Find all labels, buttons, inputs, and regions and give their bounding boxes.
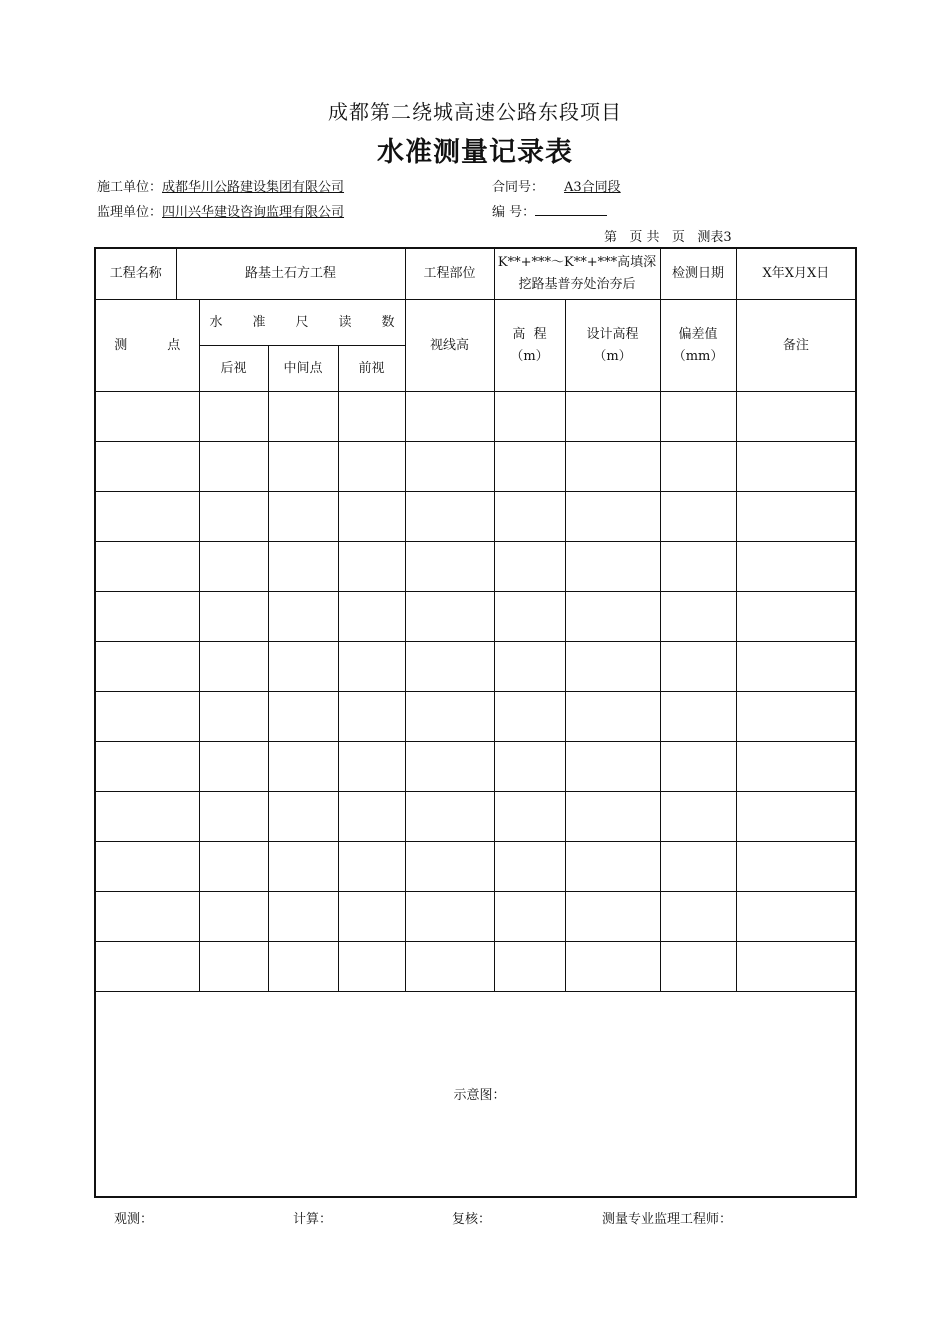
contractor-value: 成都华川公路建设集团有限公司 [162, 180, 345, 195]
table-cell[interactable] [268, 542, 338, 592]
sketch-area[interactable] [95, 992, 856, 1198]
table-cell[interactable] [565, 942, 660, 992]
table-cell[interactable] [494, 492, 565, 542]
table-cell[interactable] [565, 742, 660, 792]
table-cell[interactable] [736, 592, 856, 642]
col-hi-header: 视线高 [405, 300, 494, 392]
table-cell[interactable] [95, 642, 199, 692]
number-blank [535, 203, 607, 216]
calculator-signature: 计算： [293, 1212, 333, 1227]
sketch-label: 示意图： [453, 1088, 506, 1103]
table-cell[interactable] [660, 392, 736, 442]
table-cell[interactable] [268, 942, 338, 992]
table-cell[interactable] [338, 742, 405, 792]
table-cell[interactable] [199, 742, 268, 792]
table-cell[interactable] [338, 592, 405, 642]
col-reading-group-header: 水 准 尺 读 数 [199, 300, 405, 346]
table-cell[interactable] [268, 392, 338, 442]
table-cell[interactable] [494, 942, 565, 992]
table-cell[interactable] [338, 792, 405, 842]
col-point-header: 测 点 [95, 300, 199, 392]
table-cell[interactable] [338, 642, 405, 692]
table-cell[interactable] [199, 442, 268, 492]
table-cell[interactable] [736, 842, 856, 892]
table-cell[interactable] [268, 742, 338, 792]
table-row [95, 542, 856, 592]
table-cell[interactable] [660, 892, 736, 942]
table-cell[interactable] [199, 892, 268, 942]
table-row [95, 792, 856, 842]
table-cell[interactable] [565, 392, 660, 442]
table-cell[interactable] [565, 592, 660, 642]
location-label: 工程部位 [405, 248, 494, 300]
table-cell[interactable] [660, 692, 736, 742]
table-cell[interactable] [565, 842, 660, 892]
supervisor-value: 四川兴华建设咨询监理有限公司 [162, 205, 345, 220]
table-cell[interactable] [494, 792, 565, 842]
table-cell[interactable] [338, 442, 405, 492]
table-cell[interactable] [405, 392, 494, 442]
table-cell[interactable] [268, 492, 338, 542]
table-cell[interactable] [405, 542, 494, 592]
table-cell[interactable] [565, 642, 660, 692]
table-cell[interactable] [95, 892, 199, 942]
col-elevation-header: 高 程 （m） [494, 300, 565, 392]
col-backsight-header: 后视 [199, 346, 268, 392]
engineer-signature: 测量专业监理工程师： [602, 1212, 733, 1227]
table-cell[interactable] [660, 942, 736, 992]
table-cell[interactable] [565, 542, 660, 592]
table-cell[interactable] [494, 542, 565, 592]
table-row [95, 742, 856, 792]
table-cell[interactable] [405, 592, 494, 642]
table-cell[interactable] [660, 842, 736, 892]
table-row [95, 692, 856, 742]
info-row [95, 248, 856, 300]
table-cell[interactable] [95, 792, 199, 842]
table-row [95, 392, 856, 442]
table-cell[interactable] [338, 892, 405, 942]
table-cell[interactable] [268, 592, 338, 642]
table-cell[interactable] [660, 542, 736, 592]
table-cell[interactable] [405, 892, 494, 942]
table-cell[interactable] [494, 592, 565, 642]
table-cell[interactable] [199, 492, 268, 542]
table-cell[interactable] [199, 542, 268, 592]
project-name-label: 工程名称 [95, 248, 176, 300]
data-rows [95, 392, 856, 992]
table-cell[interactable] [95, 842, 199, 892]
table-cell[interactable] [660, 592, 736, 642]
table-row [95, 442, 856, 492]
table-cell[interactable] [199, 642, 268, 692]
table-cell[interactable] [736, 492, 856, 542]
sketch-row [95, 992, 856, 1198]
table-cell[interactable] [338, 942, 405, 992]
table-cell[interactable] [494, 392, 565, 442]
table-cell[interactable] [494, 892, 565, 942]
table-cell[interactable] [199, 792, 268, 842]
table-cell[interactable] [736, 692, 856, 742]
table-cell[interactable] [494, 442, 565, 492]
contractor-row [97, 176, 344, 195]
table-row [95, 592, 856, 642]
table-cell[interactable] [660, 742, 736, 792]
table-cell[interactable] [736, 442, 856, 492]
table-cell[interactable] [405, 742, 494, 792]
table-cell[interactable] [405, 492, 494, 542]
table-row [95, 842, 856, 892]
table-cell[interactable] [95, 742, 199, 792]
table-cell[interactable] [736, 792, 856, 842]
supervisor-row [97, 201, 344, 220]
table-cell[interactable] [736, 892, 856, 942]
table-cell[interactable] [338, 842, 405, 892]
table-cell[interactable] [660, 442, 736, 492]
table-cell[interactable] [268, 892, 338, 942]
table-cell[interactable] [95, 442, 199, 492]
col-deviation-header: 偏差值 （mm） [660, 300, 736, 392]
table-cell[interactable] [405, 642, 494, 692]
table-cell[interactable] [736, 742, 856, 792]
table-row [95, 892, 856, 942]
table-cell[interactable] [268, 442, 338, 492]
table-cell[interactable] [95, 492, 199, 542]
col-intermediate-header: 中间点 [268, 346, 338, 392]
table-cell[interactable] [405, 842, 494, 892]
table-cell[interactable] [405, 792, 494, 842]
table-cell[interactable] [268, 842, 338, 892]
table-cell[interactable] [660, 642, 736, 692]
table-cell[interactable] [405, 942, 494, 992]
table-cell[interactable] [565, 892, 660, 942]
table-cell[interactable] [405, 692, 494, 742]
table-cell[interactable] [95, 392, 199, 442]
table-cell[interactable] [268, 642, 338, 692]
table-cell[interactable] [95, 942, 199, 992]
table-cell[interactable] [494, 642, 565, 692]
page-info: 第 页 共 页 测表3 [604, 230, 732, 245]
table-cell[interactable] [95, 692, 199, 742]
table-cell[interactable] [199, 592, 268, 642]
table-cell[interactable] [660, 792, 736, 842]
table-cell[interactable] [95, 542, 199, 592]
table-cell[interactable] [494, 842, 565, 892]
contract-row [492, 176, 643, 195]
table-cell[interactable] [268, 792, 338, 842]
table-row [95, 492, 856, 542]
date-value: X年X月X日 [736, 248, 856, 300]
project-name-value: 路基土石方工程 [176, 248, 405, 300]
col-foresight-header: 前视 [338, 346, 405, 392]
leveling-record-table [94, 247, 857, 1198]
table-cell[interactable] [268, 692, 338, 742]
contract-label: 合同号： [492, 180, 545, 195]
table-cell[interactable] [736, 542, 856, 592]
table-cell[interactable] [405, 442, 494, 492]
contractor-label: 施工单位： [97, 180, 163, 195]
table-cell[interactable] [736, 642, 856, 692]
table-cell[interactable] [199, 942, 268, 992]
header-row-1 [95, 300, 856, 346]
table-cell[interactable] [660, 492, 736, 542]
observer-signature: 观测： [114, 1212, 154, 1227]
project-title: 成都第二绕城高速公路东段项目 [328, 100, 622, 124]
location-value-line1: K**+***～K**+***高填深 [497, 255, 657, 270]
table-cell[interactable] [199, 392, 268, 442]
table-row [95, 942, 856, 992]
checker-signature: 复核： [452, 1212, 492, 1227]
form-title: 水准测量记录表 [377, 137, 573, 168]
table-cell[interactable] [736, 942, 856, 992]
table-cell[interactable] [565, 692, 660, 742]
table-cell[interactable] [494, 692, 565, 742]
location-value [494, 248, 660, 300]
table-cell[interactable] [199, 692, 268, 742]
table-cell[interactable] [565, 792, 660, 842]
table-cell[interactable] [338, 392, 405, 442]
table-cell[interactable] [494, 742, 565, 792]
table-cell[interactable] [338, 542, 405, 592]
location-value-line2: 挖路基普夯处治夯后 [518, 277, 636, 292]
table-cell[interactable] [338, 692, 405, 742]
table-cell[interactable] [565, 492, 660, 542]
table-cell[interactable] [95, 592, 199, 642]
date-label: 检测日期 [660, 248, 736, 300]
table-cell[interactable] [736, 392, 856, 442]
number-row [492, 201, 607, 220]
table-cell[interactable] [565, 442, 660, 492]
supervisor-label: 监理单位： [97, 205, 163, 220]
table-cell[interactable] [199, 842, 268, 892]
contract-value: A3合同段 [564, 180, 621, 195]
number-label: 编 号： [492, 205, 536, 220]
table-cell[interactable] [338, 492, 405, 542]
col-design-header: 设计高程 （m） [565, 300, 660, 392]
col-remarks-header: 备注 [736, 300, 856, 392]
table-row [95, 642, 856, 692]
